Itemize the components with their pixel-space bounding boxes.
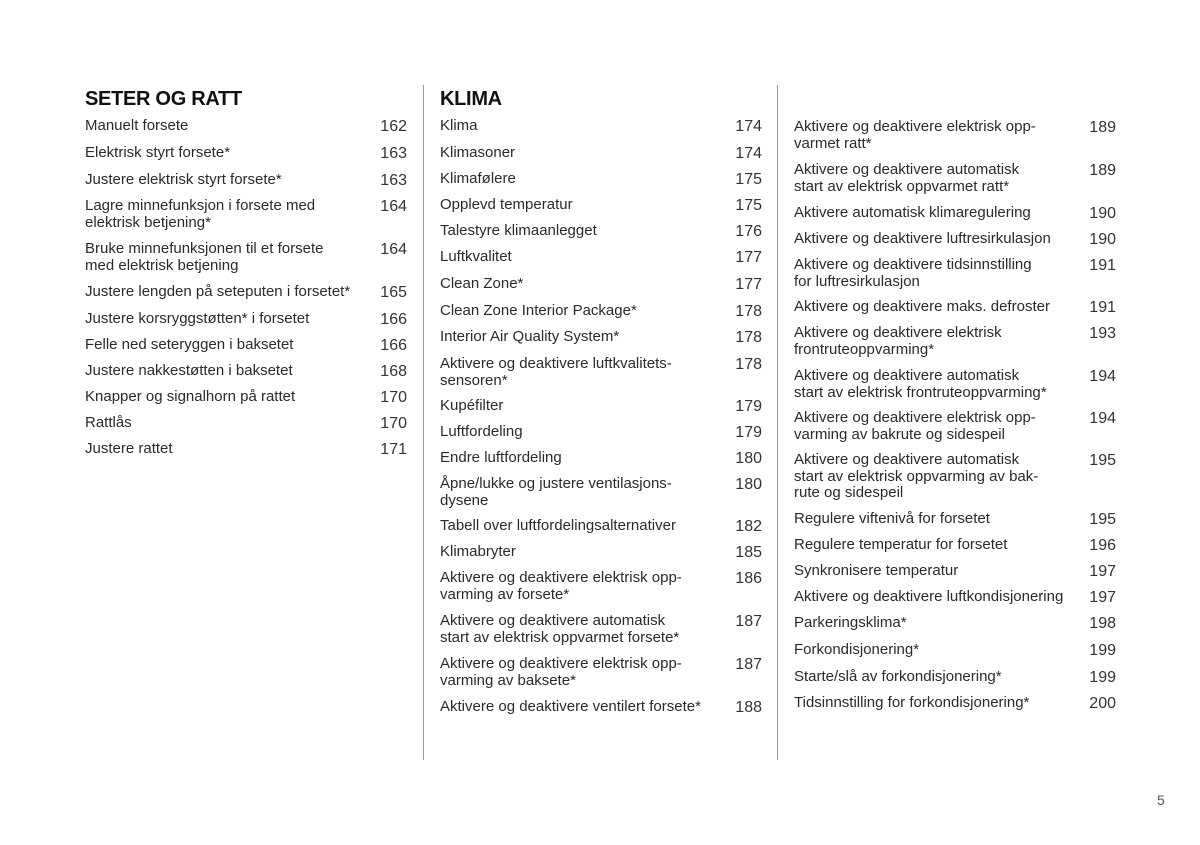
toc-entry-title: Knapper og signalhorn på rattet: [85, 388, 296, 405]
toc-entry-title: Starte/slå av forkondisjonering*: [794, 668, 1002, 685]
toc-entry-page: 193: [1089, 325, 1116, 342]
toc-entry[interactable]: [85, 118, 407, 136]
toc-entry[interactable]: [440, 656, 762, 689]
toc-entry[interactable]: [440, 145, 762, 163]
toc-entry-page: 187: [735, 656, 762, 673]
toc-entry[interactable]: [440, 197, 762, 215]
toc-entry-title: Aktivere og deaktivere elektrisk opp- varming av baksete*: [440, 655, 682, 689]
toc-entry-title: Manuelt forsete: [85, 117, 189, 134]
toc-entry-page: 188: [735, 699, 762, 716]
toc-entry[interactable]: [440, 249, 762, 267]
toc-entry[interactable]: [85, 241, 407, 274]
toc-entry-page: 199: [1089, 669, 1116, 686]
toc-entry[interactable]: [794, 231, 1116, 249]
toc-entry-page: 165: [380, 284, 407, 301]
toc-entry-title: Klimabryter: [440, 543, 516, 560]
toc-entry-title: Kupéfilter: [440, 397, 504, 414]
toc-entry-title: Klima: [440, 117, 478, 134]
section-heading-klima: KLIMA: [440, 88, 502, 110]
toc-entry[interactable]: [440, 518, 762, 536]
toc-entry-title: Aktivere og deaktivere elektrisk opp- varming av forsete*: [440, 569, 682, 603]
toc-entry[interactable]: [440, 476, 762, 509]
section-heading-seter-og-ratt: SETER OG RATT: [85, 88, 242, 110]
toc-entry-page: 189: [1089, 162, 1116, 179]
toc-entry-page: 197: [1089, 589, 1116, 606]
toc-entry-page: 198: [1089, 615, 1116, 632]
toc-entry-title: Elektrisk styrt forsete*: [85, 144, 231, 161]
toc-entry-title: Justere korsryggstøtten* i forsetet: [85, 310, 310, 327]
toc-entry-title: Åpne/lukke og justere ventilasjons- dysene: [440, 475, 672, 509]
toc-entry[interactable]: [794, 537, 1116, 555]
toc-entry[interactable]: [85, 145, 407, 163]
toc-entry-title: Aktivere og deaktivere automatisk start av elektrisk oppvarmet ratt*: [794, 161, 1020, 195]
toc-entry-page: 200: [1089, 695, 1116, 712]
toc-entry[interactable]: [440, 171, 762, 189]
toc-entry-title: Justere nakkestøtten i baksetet: [85, 362, 293, 379]
toc-entry-title: Opplevd temperatur: [440, 196, 573, 213]
toc-entry-title: Aktivere og deaktivere maks. defroster: [794, 298, 1050, 315]
toc-entry-title: Klimasoner: [440, 144, 516, 161]
toc-entry[interactable]: [440, 544, 762, 562]
toc-entry-title: Aktivere automatisk klimaregulering: [794, 204, 1031, 221]
toc-entry-page: 189: [1089, 119, 1116, 136]
toc-entry-page: 166: [380, 311, 407, 328]
page-number: 5: [1157, 792, 1165, 808]
toc-entry-page: 197: [1089, 563, 1116, 580]
toc-entry[interactable]: [794, 205, 1116, 223]
toc-entry[interactable]: [794, 563, 1116, 581]
toc-entry-page: 163: [380, 172, 407, 189]
toc-entry-title: Parkeringsklima*: [794, 614, 907, 631]
toc-entry-page: 171: [380, 441, 407, 458]
toc-entry-page: 174: [735, 118, 762, 135]
toc-entry[interactable]: [440, 613, 762, 646]
toc-entry[interactable]: [794, 325, 1116, 358]
toc-entry-title: Aktivere og deaktivere ventilert forsete*: [440, 698, 701, 715]
toc-entry-page: 194: [1089, 410, 1116, 427]
toc-entry[interactable]: [440, 223, 762, 241]
toc-entry-title: Talestyre klimaanlegget: [440, 222, 597, 239]
toc-entry-page: 190: [1089, 205, 1116, 222]
toc-entry[interactable]: [85, 389, 407, 407]
toc-entry[interactable]: [85, 337, 407, 355]
toc-entry-title: Aktivere og deaktivere luftkvalitets- sensoren*: [440, 355, 672, 389]
toc-entry-title: Rattlås: [85, 414, 132, 431]
toc-entry-title: Justere elektrisk styrt forsete*: [85, 171, 282, 188]
toc-entry-page: 195: [1089, 511, 1116, 528]
toc-entry-page: 196: [1089, 537, 1116, 554]
toc-entry[interactable]: [794, 695, 1116, 713]
toc-entry-page: 186: [735, 570, 762, 587]
toc-entry-page: 199: [1089, 642, 1116, 659]
toc-entry-page: 178: [735, 329, 762, 346]
toc-entry-page: 177: [735, 276, 762, 293]
toc-entry[interactable]: [794, 642, 1116, 660]
toc-entry-page: 185: [735, 544, 762, 561]
toc-entry-title: Forkondisjonering*: [794, 641, 920, 658]
column-divider: [423, 85, 424, 760]
toc-entry-page: 179: [735, 424, 762, 441]
toc-entry[interactable]: [440, 329, 762, 347]
toc-entry-title: Tidsinnstilling for forkondisjonering*: [794, 694, 1030, 711]
toc-entry-page: 191: [1089, 257, 1116, 274]
toc-entry[interactable]: [440, 699, 762, 717]
toc-entry[interactable]: [85, 363, 407, 381]
toc-entry-page: 194: [1089, 368, 1116, 385]
toc-entry-page: 178: [735, 303, 762, 320]
toc-entry-page: 187: [735, 613, 762, 630]
toc-entry[interactable]: [440, 570, 762, 603]
toc-entry-page: 180: [735, 476, 762, 493]
toc-entry-page: 175: [735, 171, 762, 188]
toc-entry-title: Tabell over luftfordelingsalternativer: [440, 517, 676, 534]
toc-entry-title: Lagre minnefunksjon i forsete med elektrisk betjening*: [85, 197, 316, 231]
toc-entry-page: 190: [1089, 231, 1116, 248]
toc-entry-title: Luftfordeling: [440, 423, 523, 440]
toc-entry[interactable]: [85, 172, 407, 190]
toc-entry-page: 177: [735, 249, 762, 266]
toc-entry-title: Felle ned seteryggen i baksetet: [85, 336, 294, 353]
toc-entry-title: Bruke minnefunksjonen til et forsete med elektrisk betjening: [85, 240, 324, 274]
toc-entry-page: 195: [1089, 452, 1116, 469]
toc-entry-title: Endre luftfordeling: [440, 449, 562, 466]
toc-entry[interactable]: [794, 368, 1116, 401]
toc-entry-title: Justere rattet: [85, 440, 173, 457]
toc-entry-title: Aktivere og deaktivere elektrisk opp- varming av bakrute og sidespeil: [794, 409, 1036, 443]
toc-entry[interactable]: [440, 356, 762, 389]
toc-entry-title: Synkronisere temperatur: [794, 562, 959, 579]
toc-entry[interactable]: [794, 452, 1116, 502]
column-divider: [777, 85, 778, 760]
toc-entry-page: 180: [735, 450, 762, 467]
toc-entry-title: Aktivere og deaktivere automatisk start av elektrisk oppvarming av bak- rute og sidespeil: [794, 451, 1039, 501]
toc-entry-page: 178: [735, 356, 762, 373]
toc-entry[interactable]: [794, 257, 1116, 290]
toc-entry[interactable]: [794, 615, 1116, 633]
toc-entry-title: Aktivere og deaktivere tidsinnstilling for luftresirkulasjon: [794, 256, 1032, 290]
toc-entry-page: 164: [380, 198, 407, 215]
toc-entry[interactable]: [85, 198, 407, 231]
toc-entry-page: 179: [735, 398, 762, 415]
toc-entry[interactable]: [85, 441, 407, 459]
toc-entry[interactable]: [794, 511, 1116, 529]
toc-entry[interactable]: [440, 303, 762, 321]
toc-entry-title: Aktivere og deaktivere automatisk start av elektrisk oppvarmet forsete*: [440, 612, 680, 646]
toc-entry[interactable]: [85, 415, 407, 433]
toc-entry[interactable]: [794, 119, 1116, 152]
toc-entry-title: Clean Zone Interior Package*: [440, 302, 637, 319]
toc-entry-page: 166: [380, 337, 407, 354]
toc-entry[interactable]: [794, 410, 1116, 443]
toc-entry-page: 168: [380, 363, 407, 380]
toc-entry-title: Aktivere og deaktivere automatisk start av elektrisk frontruteoppvarming*: [794, 367, 1047, 401]
toc-entry-page: 170: [380, 389, 407, 406]
toc-entry-page: 175: [735, 197, 762, 214]
toc-entry-title: Aktivere og deaktivere elektrisk opp- varmet ratt*: [794, 118, 1036, 152]
toc-entry-title: Aktivere og deaktivere elektrisk frontruteoppvarming*: [794, 324, 1002, 358]
toc-entry-page: 182: [735, 518, 762, 535]
toc-entry-title: Aktivere og deaktivere luftkondisjonering: [794, 588, 1064, 605]
toc-entry[interactable]: [794, 162, 1116, 195]
toc-entry[interactable]: [85, 311, 407, 329]
toc-entry[interactable]: [85, 284, 407, 302]
toc-entry[interactable]: [440, 398, 762, 416]
toc-entry[interactable]: [440, 424, 762, 442]
toc-entry[interactable]: [794, 299, 1116, 317]
toc-entry[interactable]: [794, 589, 1116, 607]
toc-entry-title: Interior Air Quality System*: [440, 328, 620, 345]
toc-entry-title: Regulere temperatur for forsetet: [794, 536, 1008, 553]
toc-entry-page: 164: [380, 241, 407, 258]
toc-entry-page: 176: [735, 223, 762, 240]
toc-entry-title: Justere lengden på seteputen i forsetet*: [85, 283, 351, 300]
toc-entry-title: Regulere viftenivå for forsetet: [794, 510, 990, 527]
toc-entry-title: Klimafølere: [440, 170, 516, 187]
toc-entry-title: Clean Zone*: [440, 275, 524, 292]
toc-entry[interactable]: [440, 276, 762, 294]
toc-entry-page: 163: [380, 145, 407, 162]
toc-entry[interactable]: [440, 118, 762, 136]
toc-entry-title: Aktivere og deaktivere luftresirkulasjon: [794, 230, 1051, 247]
toc-entry-page: 174: [735, 145, 762, 162]
toc-entry-page: 162: [380, 118, 407, 135]
toc-entry[interactable]: [794, 669, 1116, 687]
toc-entry-page: 170: [380, 415, 407, 432]
toc-entry[interactable]: [440, 450, 762, 468]
toc-entry-page: 191: [1089, 299, 1116, 316]
toc-entry-title: Luftkvalitet: [440, 248, 512, 265]
